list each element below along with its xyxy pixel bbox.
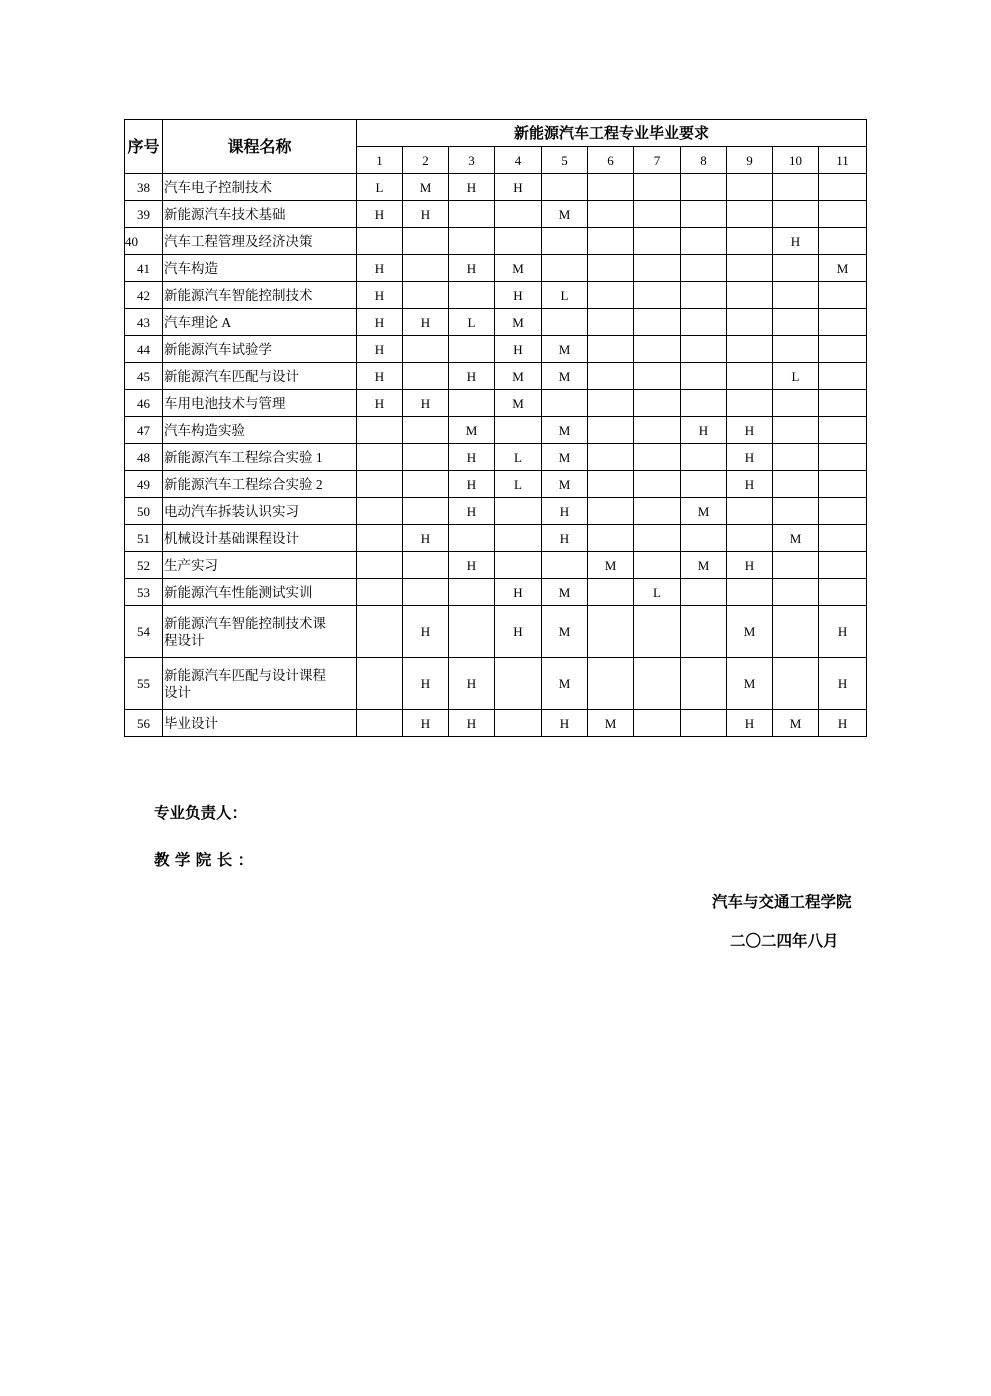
requirement-level-cell: H [727,552,773,579]
requirement-level-cell [403,552,449,579]
table-row [125,228,867,255]
requirement-level-cell [819,417,867,444]
requirement-level-cell [634,282,681,309]
requirement-level-cell [588,336,634,363]
requirement-level-cell [403,228,449,255]
course-name-line: 设计 [164,684,191,700]
requirement-level-cell [495,201,542,228]
dean-label: 教 学 院 长 ： [154,851,254,869]
table-row [125,282,867,309]
header-req-number: 1 [357,147,403,174]
requirement-level-cell [403,255,449,282]
requirement-level-cell [542,309,588,336]
requirement-level-cell: H [542,525,588,552]
table-row [125,336,867,363]
row-number: 42 [125,282,163,309]
requirement-level-cell [357,658,403,710]
requirement-level-cell [681,309,727,336]
requirement-level-cell [727,201,773,228]
requirement-level-cell [773,498,819,525]
requirement-level-cell [588,309,634,336]
requirement-level-cell [403,336,449,363]
requirement-level-cell: H [495,606,542,658]
requirement-level-cell [634,255,681,282]
requirement-level-cell [634,498,681,525]
requirement-level-cell [773,579,819,606]
row-number: 52 [125,552,163,579]
table-row [125,363,867,390]
requirement-level-cell [357,444,403,471]
requirement-level-cell [634,309,681,336]
course-name: 机械设计基础课程设计 [163,525,357,552]
requirement-level-cell [542,255,588,282]
requirement-level-cell [681,525,727,552]
requirement-level-cell [403,282,449,309]
requirement-level-cell: L [634,579,681,606]
header-seq: 序号 [125,120,163,174]
table-row [125,606,867,658]
header-req-number: 6 [588,147,634,174]
requirement-level-cell: L [449,309,495,336]
requirement-level-cell [681,201,727,228]
row-number: 50 [125,498,163,525]
requirement-level-cell [819,309,867,336]
requirement-level-cell: H [449,444,495,471]
requirement-level-cell: H [727,710,773,737]
requirement-level-cell: H [357,255,403,282]
table-row [125,579,867,606]
header-req-number: 9 [727,147,773,174]
requirement-level-cell [773,417,819,444]
requirement-level-cell: H [727,471,773,498]
header-course-name: 课程名称 [163,120,357,174]
requirement-level-cell: H [357,390,403,417]
requirement-level-cell [819,282,867,309]
header-req-number: 3 [449,147,495,174]
requirement-level-cell [681,228,727,255]
requirement-level-cell [773,255,819,282]
requirement-level-cell [449,336,495,363]
requirement-level-cell [403,579,449,606]
requirement-level-cell [449,201,495,228]
requirement-level-cell: H [495,336,542,363]
requirement-level-cell: H [495,282,542,309]
requirement-level-cell [819,498,867,525]
header-requirements-title: 新能源汽车工程专业毕业要求 [357,120,867,147]
requirement-level-cell: M [542,444,588,471]
table-row [125,255,867,282]
requirement-level-cell [681,282,727,309]
requirement-level-cell [634,390,681,417]
requirement-level-cell [495,552,542,579]
requirement-level-cell: H [357,336,403,363]
course-name-line: 新能源汽车匹配与设计课程 [164,667,326,683]
requirement-level-cell [773,552,819,579]
requirement-level-cell [727,498,773,525]
requirement-level-cell [634,471,681,498]
requirement-level-cell [681,390,727,417]
requirement-level-cell [542,174,588,201]
requirement-level-cell [634,658,681,710]
header-req-number: 10 [773,147,819,174]
row-number: 43 [125,309,163,336]
table-row [125,201,867,228]
requirement-level-cell [681,444,727,471]
row-number: 41 [125,255,163,282]
requirement-level-cell: H [403,525,449,552]
requirement-level-cell: H [819,710,867,737]
requirement-level-cell [588,525,634,552]
requirement-level-cell [403,417,449,444]
requirement-level-cell [542,552,588,579]
requirement-level-cell [634,228,681,255]
requirement-level-cell [542,228,588,255]
requirement-level-cell [634,417,681,444]
course-name: 新能源汽车工程综合实验 2 [163,471,357,498]
requirement-level-cell: M [588,710,634,737]
requirement-level-cell [681,255,727,282]
requirement-level-cell [449,390,495,417]
requirement-level-cell [634,336,681,363]
requirement-level-cell: H [449,471,495,498]
requirement-level-cell [819,525,867,552]
course-name-line: 新能源汽车智能控制技术课 [164,615,326,631]
requirement-level-cell [819,444,867,471]
requirement-level-cell: M [495,390,542,417]
requirement-level-cell: L [357,174,403,201]
requirement-level-cell [773,282,819,309]
requirement-level-cell [495,710,542,737]
requirement-level-cell [819,228,867,255]
requirement-level-cell [727,525,773,552]
header-req-number: 8 [681,147,727,174]
requirement-level-cell [819,336,867,363]
requirement-level-cell [588,417,634,444]
requirement-level-cell [588,282,634,309]
course-name: 汽车工程管理及经济决策 [163,228,357,255]
requirement-level-cell [773,390,819,417]
requirement-level-cell: H [403,710,449,737]
course-name: 汽车电子控制技术 [163,174,357,201]
requirement-level-cell [588,658,634,710]
table-row [125,552,867,579]
row-number: 56 [125,710,163,737]
requirement-level-cell [495,525,542,552]
requirement-level-cell: M [449,417,495,444]
requirement-level-cell [819,579,867,606]
requirement-level-cell [588,606,634,658]
table-row [125,710,867,737]
requirement-level-cell [403,471,449,498]
table-row [125,444,867,471]
requirement-level-cell [681,336,727,363]
requirement-level-cell [727,390,773,417]
row-number: 45 [125,363,163,390]
requirement-level-cell: H [357,282,403,309]
requirement-level-cell: M [403,174,449,201]
requirement-level-cell [773,471,819,498]
requirement-level-cell [495,658,542,710]
requirement-level-cell [588,255,634,282]
requirement-level-cell: M [727,658,773,710]
row-number: 39 [125,201,163,228]
row-number: 51 [125,525,163,552]
requirement-level-cell [403,363,449,390]
requirement-level-cell [495,417,542,444]
requirement-level-cell: M [495,255,542,282]
requirement-level-cell [681,606,727,658]
row-number: 47 [125,417,163,444]
requirement-level-cell [727,255,773,282]
table-row [125,174,867,201]
requirement-level-cell [681,579,727,606]
requirement-level-cell [773,174,819,201]
row-number: 38 [125,174,163,201]
table-row [125,471,867,498]
requirement-level-cell [495,498,542,525]
requirement-level-cell [773,606,819,658]
requirement-level-cell: H [403,201,449,228]
requirement-level-cell: H [449,710,495,737]
row-number: 48 [125,444,163,471]
requirement-level-cell [773,201,819,228]
requirement-level-cell: M [588,552,634,579]
requirement-level-cell [727,579,773,606]
requirement-level-cell [773,336,819,363]
requirement-level-cell: H [449,255,495,282]
requirement-level-cell [588,174,634,201]
header-req-number: 2 [403,147,449,174]
requirement-level-cell: H [495,579,542,606]
requirement-level-cell: M [681,552,727,579]
requirement-level-cell [819,471,867,498]
requirement-level-cell: L [495,444,542,471]
requirement-level-cell: H [773,228,819,255]
requirement-level-cell: M [681,498,727,525]
requirement-level-cell [357,228,403,255]
requirement-level-cell: M [495,309,542,336]
course-name: 新能源汽车技术基础 [163,201,357,228]
course-name: 汽车构造实验 [163,417,357,444]
course-name [163,658,357,710]
row-number: 46 [125,390,163,417]
requirement-level-cell [449,606,495,658]
requirement-level-cell: M [542,363,588,390]
requirement-level-cell: M [542,201,588,228]
requirement-level-cell [357,498,403,525]
course-name: 汽车构造 [163,255,357,282]
requirement-level-cell [357,417,403,444]
requirement-level-cell [727,174,773,201]
requirement-level-cell [588,363,634,390]
requirement-level-cell: L [495,471,542,498]
course-name: 生产实习 [163,552,357,579]
requirement-level-cell: L [542,282,588,309]
requirement-level-cell: M [773,710,819,737]
course-name: 新能源汽车智能控制技术 [163,282,357,309]
requirement-level-cell [588,228,634,255]
date-text: 二〇二四年八月 [730,932,839,950]
requirement-level-cell: M [542,606,588,658]
requirement-level-cell [727,228,773,255]
requirement-level-cell [634,710,681,737]
table-row [125,498,867,525]
requirement-level-cell [634,606,681,658]
course-name: 新能源汽车匹配与设计 [163,363,357,390]
requirement-level-cell: H [403,309,449,336]
requirement-level-cell: M [542,579,588,606]
requirement-level-cell: H [819,658,867,710]
requirement-level-cell [819,390,867,417]
requirement-level-cell [773,309,819,336]
row-number: 54 [125,606,163,658]
requirement-level-cell [727,309,773,336]
requirement-level-cell: H [403,606,449,658]
requirement-level-cell [449,282,495,309]
requirement-level-cell [357,606,403,658]
row-number: 40 [125,228,163,255]
requirement-level-cell: M [819,255,867,282]
course-name: 电动汽车拆装认识实习 [163,498,357,525]
requirement-level-cell [819,174,867,201]
table-row [125,417,867,444]
requirement-level-cell [357,525,403,552]
requirement-level-cell [588,471,634,498]
row-number: 44 [125,336,163,363]
requirement-level-cell: M [542,658,588,710]
requirement-level-cell [588,498,634,525]
requirement-level-cell: H [403,390,449,417]
requirement-level-cell [819,201,867,228]
requirement-level-cell [681,658,727,710]
requirement-level-cell [495,228,542,255]
requirement-level-cell: L [773,363,819,390]
requirement-level-cell: H [403,658,449,710]
requirement-level-cell: M [542,471,588,498]
requirement-level-cell [634,201,681,228]
requirement-level-cell: H [727,444,773,471]
requirement-level-cell: H [449,552,495,579]
header-req-number: 4 [495,147,542,174]
requirement-level-cell [588,579,634,606]
requirement-level-cell [727,363,773,390]
table-row [125,658,867,710]
requirement-level-cell [681,471,727,498]
row-number: 55 [125,658,163,710]
requirement-level-cell: H [727,417,773,444]
requirement-level-cell [588,201,634,228]
requirement-level-cell: H [357,201,403,228]
course-name: 新能源汽车性能测试实训 [163,579,357,606]
course-name [163,606,357,658]
major-head-label: 专业负责人： [154,804,248,822]
course-name: 毕业设计 [163,710,357,737]
requirement-level-cell [588,390,634,417]
requirement-level-cell: H [449,174,495,201]
row-number: 49 [125,471,163,498]
course-name: 新能源汽车试验学 [163,336,357,363]
table-row [125,525,867,552]
course-name-line: 程设计 [164,632,205,648]
requirement-level-cell [634,174,681,201]
requirement-level-cell: H [542,498,588,525]
requirement-level-cell: H [357,309,403,336]
requirement-level-cell: M [542,417,588,444]
requirement-level-cell [357,552,403,579]
requirement-level-cell [773,444,819,471]
requirement-level-cell [819,363,867,390]
requirement-level-cell: H [495,174,542,201]
requirement-level-cell: H [357,363,403,390]
requirement-level-cell: H [542,710,588,737]
requirement-level-cell [403,498,449,525]
table-row [125,309,867,336]
requirement-level-cell: H [449,363,495,390]
requirement-level-cell [357,579,403,606]
course-name: 新能源汽车工程综合实验 1 [163,444,357,471]
requirement-level-cell [449,525,495,552]
requirement-level-cell: M [495,363,542,390]
requirement-level-cell: M [542,336,588,363]
requirement-level-cell [634,552,681,579]
graduation-requirements-table [124,119,867,737]
header-req-number: 5 [542,147,588,174]
course-name: 车用电池技术与管理 [163,390,357,417]
requirement-level-cell [681,710,727,737]
requirement-level-cell [727,336,773,363]
requirement-level-cell: H [681,417,727,444]
college-name: 汽车与交通工程学院 [712,893,852,911]
course-name: 汽车理论 A [163,309,357,336]
requirement-level-cell [357,710,403,737]
requirement-level-cell [773,658,819,710]
requirement-level-cell: H [449,498,495,525]
header-req-number: 11 [819,147,867,174]
requirement-level-cell [681,174,727,201]
requirement-level-cell: M [727,606,773,658]
table-row [125,390,867,417]
requirement-level-cell [449,579,495,606]
requirement-level-cell [634,525,681,552]
requirement-level-cell [449,228,495,255]
requirement-level-cell [357,471,403,498]
requirement-level-cell [588,444,634,471]
requirement-level-cell [403,444,449,471]
requirement-level-cell [634,363,681,390]
requirement-level-cell [634,444,681,471]
row-number: 53 [125,579,163,606]
requirement-level-cell [727,282,773,309]
requirement-level-cell [542,390,588,417]
requirement-level-cell: H [449,658,495,710]
header-req-number: 7 [634,147,681,174]
requirement-level-cell [681,363,727,390]
requirement-level-cell [819,552,867,579]
requirement-level-cell: M [773,525,819,552]
requirement-level-cell: H [819,606,867,658]
